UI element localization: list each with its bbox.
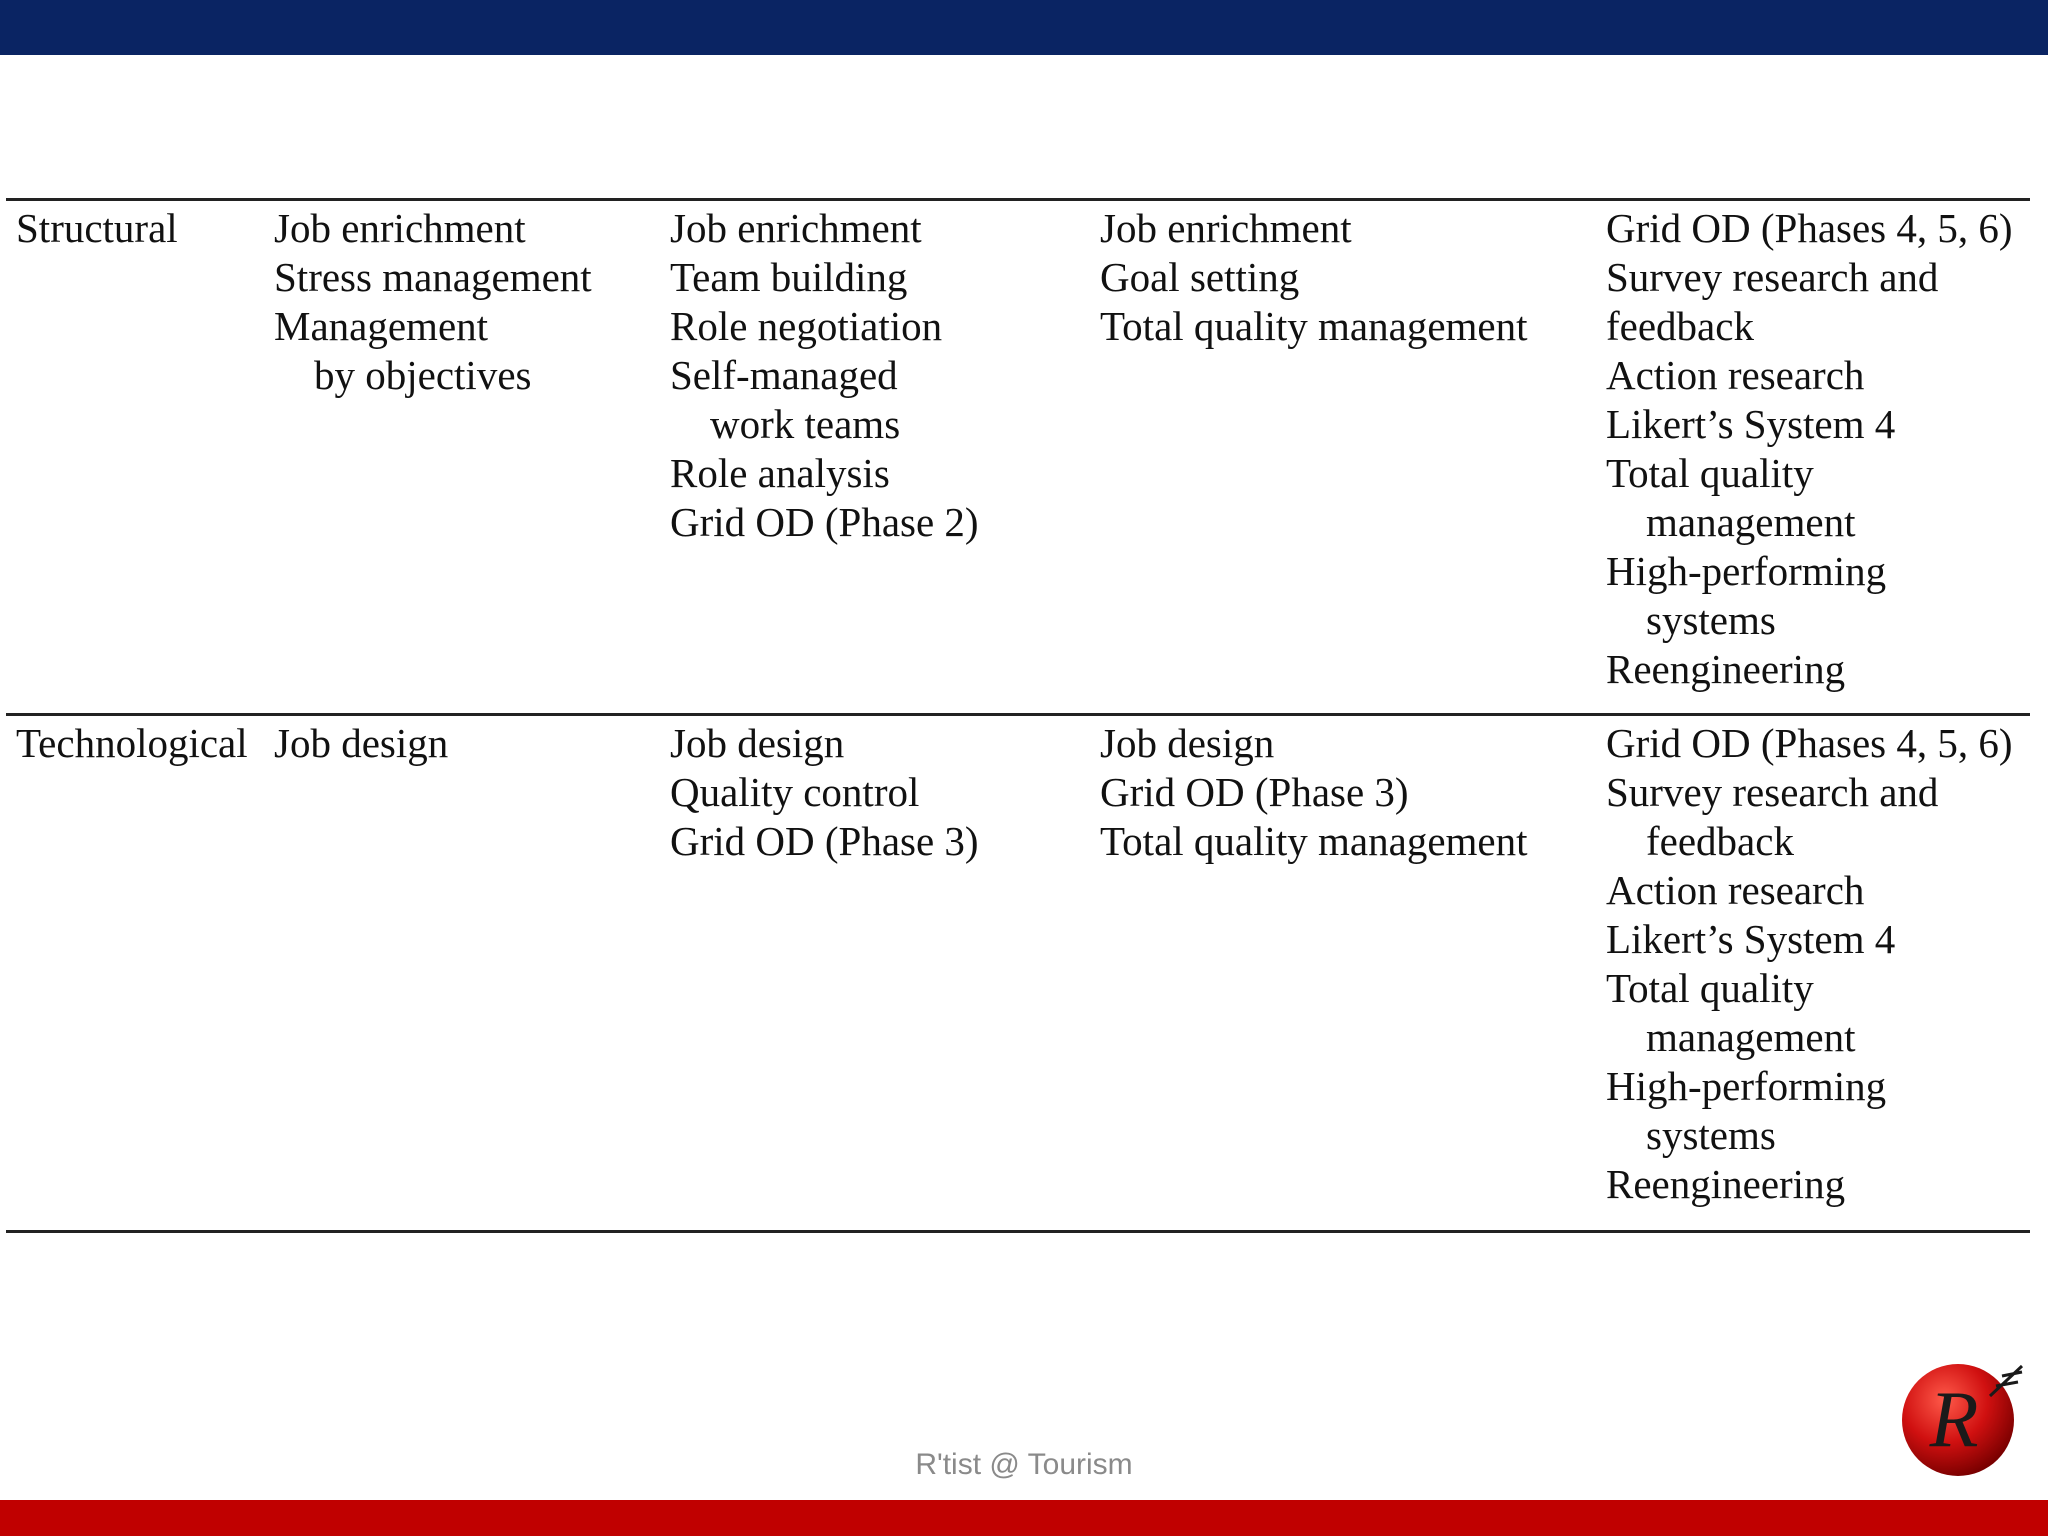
footer-text: R'tist @ Tourism bbox=[915, 1448, 1133, 1481]
row-label: Technological bbox=[16, 720, 248, 766]
cell-line: Total quality bbox=[1606, 965, 1814, 1011]
cell-line: Role negotiation bbox=[670, 303, 943, 349]
cell-line: Job design bbox=[670, 720, 845, 766]
cell-line: Survey research and bbox=[1606, 254, 1939, 300]
table-top-rule bbox=[6, 198, 2030, 201]
cell-line: Role analysis bbox=[670, 450, 890, 496]
table-cell bbox=[274, 204, 592, 400]
table-cell bbox=[274, 719, 448, 768]
cell-line: Quality control bbox=[670, 769, 920, 815]
cell-line: Likert’s System 4 bbox=[1606, 401, 1896, 447]
cell-line: Job enrichment bbox=[670, 205, 922, 251]
table-bottom-rule bbox=[6, 1230, 2030, 1233]
cell-line: Grid OD (Phase 2) bbox=[670, 499, 979, 545]
table-cell bbox=[670, 719, 979, 866]
cell-line: Team building bbox=[670, 254, 908, 300]
cell-line: systems bbox=[1646, 1112, 1776, 1158]
cell-line: Reengineering bbox=[1606, 646, 1846, 692]
cell-line: Job design bbox=[1100, 720, 1275, 766]
cell-line: Management bbox=[274, 303, 489, 349]
cell-line: systems bbox=[1646, 597, 1776, 643]
cell-line: Grid OD (Phases 4, 5, 6) bbox=[1606, 205, 2013, 251]
table-cell bbox=[1606, 719, 2013, 1209]
cell-line: management bbox=[1646, 1014, 1856, 1060]
cell-line: High-performing bbox=[1606, 1063, 1887, 1109]
cell-line: Grid OD (Phase 3) bbox=[1100, 769, 1409, 815]
cell-line: Job design bbox=[274, 720, 449, 766]
cell-line: management bbox=[1646, 499, 1856, 545]
cell-line: Total quality bbox=[1606, 450, 1814, 496]
table-cell bbox=[1100, 719, 1528, 866]
cell-line: feedback bbox=[1646, 818, 1794, 864]
top-banner bbox=[0, 0, 2048, 55]
cell-line: Grid OD (Phase 3) bbox=[670, 818, 979, 864]
table-cell bbox=[1100, 204, 1528, 351]
cell-line: Goal setting bbox=[1100, 254, 1300, 300]
cell-line: Survey research and bbox=[1606, 769, 1939, 815]
cell-line: feedback bbox=[1606, 303, 1754, 349]
cell-line: Likert’s System 4 bbox=[1606, 916, 1896, 962]
cell-line: High-performing bbox=[1606, 548, 1887, 594]
brand-logo-icon bbox=[1898, 1352, 2026, 1480]
cell-line: Job enrichment bbox=[274, 205, 526, 251]
table-cell bbox=[1606, 204, 2013, 694]
cell-line: Action research bbox=[1606, 867, 1865, 913]
svg-text:R: R bbox=[1929, 1376, 1979, 1464]
cell-line: Reengineering bbox=[1606, 1161, 1846, 1207]
cell-line: Self-managed bbox=[670, 352, 898, 398]
cell-line: Total quality management bbox=[1100, 303, 1528, 349]
cell-line: Grid OD (Phases 4, 5, 6) bbox=[1606, 720, 2013, 766]
cell-line: Stress management bbox=[274, 254, 592, 300]
bottom-banner bbox=[0, 1500, 2048, 1536]
cell-line: work teams bbox=[710, 401, 901, 447]
cell-line: Action research bbox=[1606, 352, 1865, 398]
cell-line: Job enrichment bbox=[1100, 205, 1352, 251]
row-label: Structural bbox=[16, 205, 178, 251]
cell-line: by objectives bbox=[314, 352, 532, 398]
cell-line: Total quality management bbox=[1100, 818, 1528, 864]
table-row-divider bbox=[6, 713, 2030, 716]
table-cell bbox=[670, 204, 979, 547]
